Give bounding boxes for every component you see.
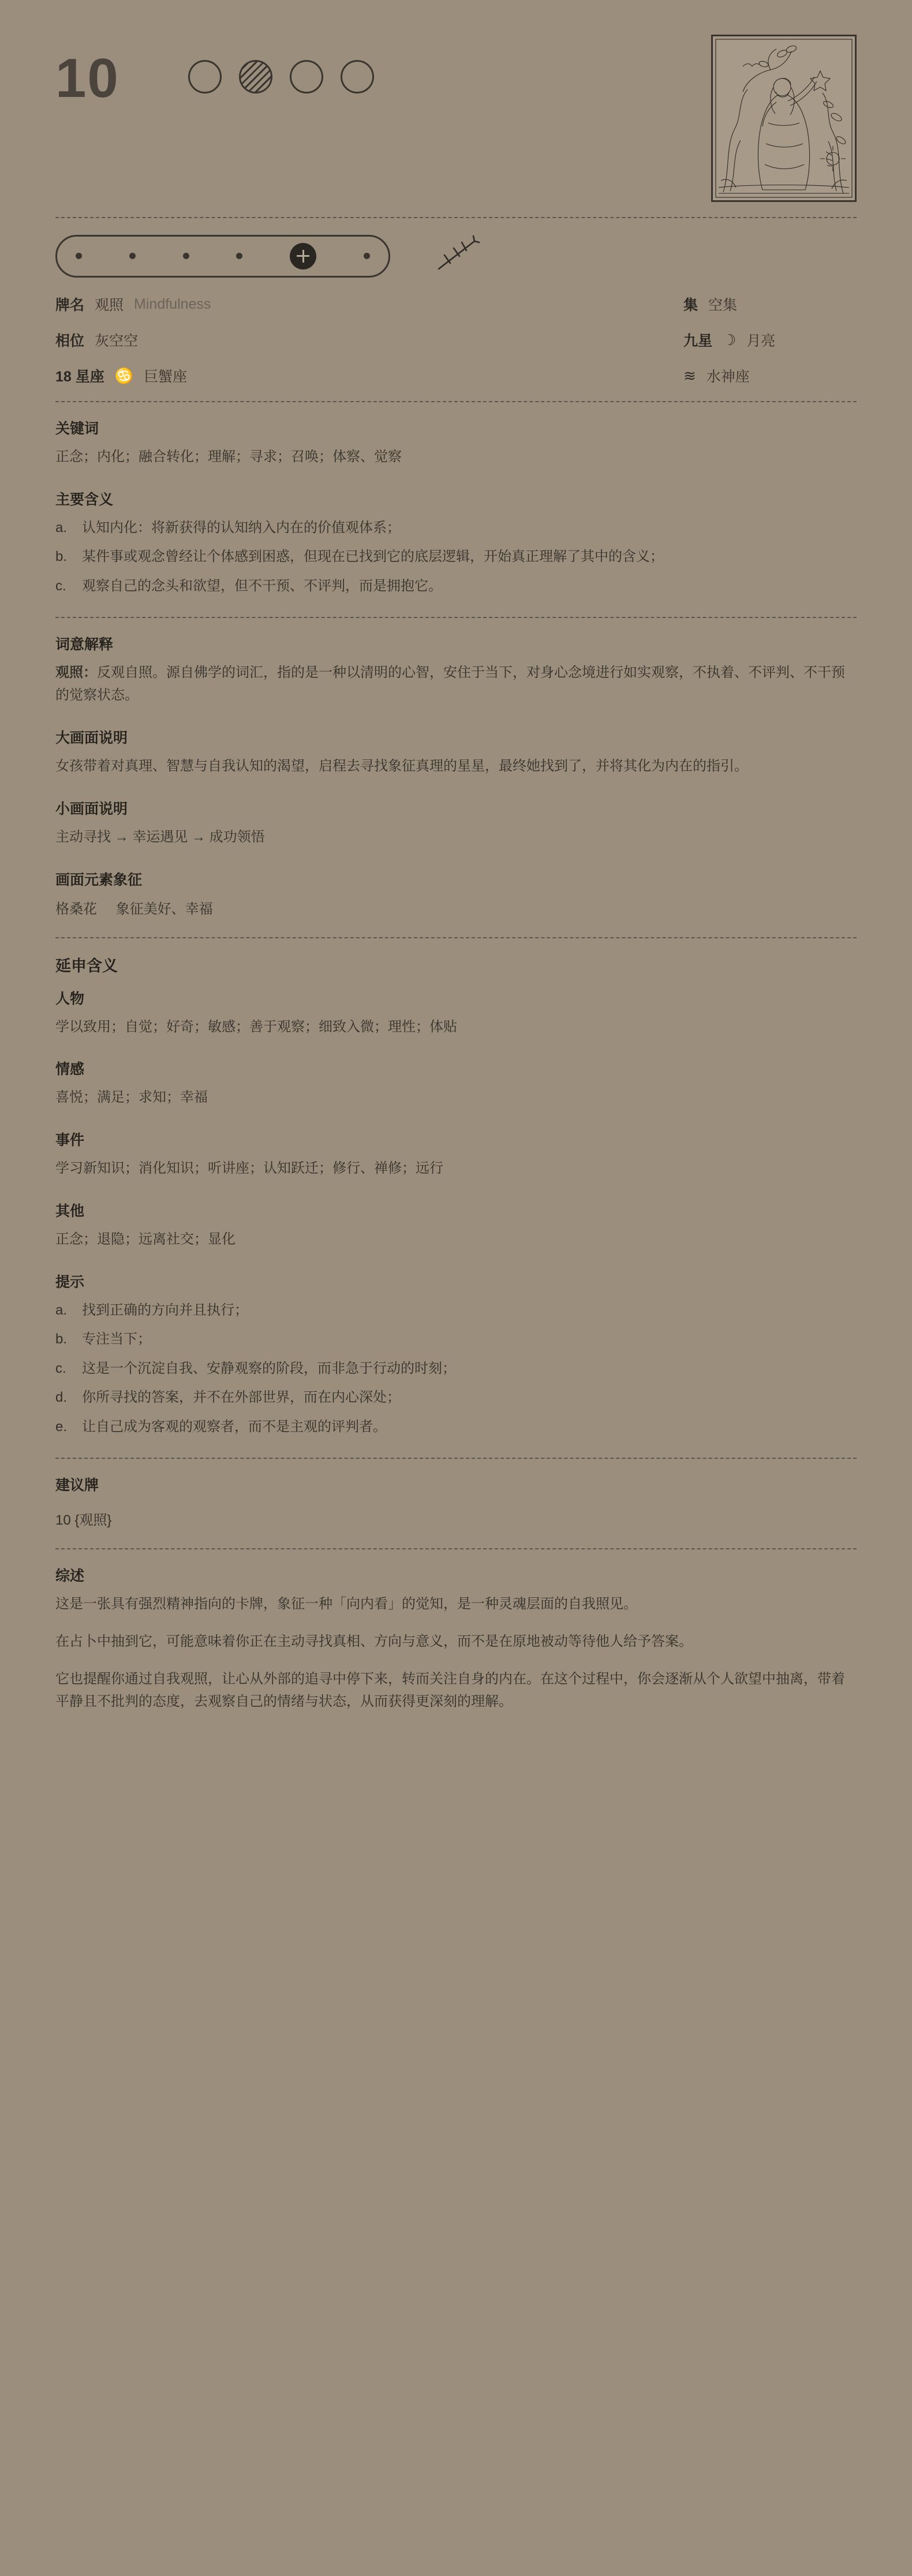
extended-group-text: 喜悦；满足；求知；幸福 [55,1089,208,1106]
summary-paragraph-1: 这是一张具有强烈精神指向的卡牌，象征一种「向内看」的觉知，是一种灵魂层面的自我照见。 [55,1596,637,1612]
section-symbols [55,868,857,918]
main-meaning-list [55,517,857,597]
word-explanation-title: 词意解释 [55,636,114,653]
attribute-table [55,294,857,386]
pip-2 [129,253,136,259]
list-marker: a. [55,1302,68,1319]
big-picture-title: 大画面说明 [55,729,128,746]
list-item [55,1387,857,1409]
list-item [55,546,857,568]
word-explanation-body [55,662,857,707]
tips-title: 提示 [55,1274,85,1291]
word-explanation-term: 观照： [55,665,97,681]
list-marker: b. [55,549,68,565]
extended-group-title: 其他 [55,1203,85,1220]
attribute-row-zodiac [55,365,857,386]
pip-active-plus-icon[interactable] [290,243,316,269]
list-text: 找到正确的方向并且执行； [82,1302,248,1319]
attr-value-ninestar: 月亮 [746,333,776,349]
progress-pill[interactable] [55,235,390,278]
divider-suggestion [55,1548,857,1549]
attr-label-phase: 相位 [55,333,85,349]
divider-attributes [55,401,857,402]
list-text: 认知内化：将新获得的认知纳入内在的价值观体系； [82,519,401,536]
list-text: 让自己成为客观的观察者，而不是主观的评判者。 [82,1418,387,1435]
extended-group-title: 事件 [55,1132,85,1149]
list-marker: e. [55,1418,68,1435]
big-picture-text: 女孩带着对真理、智慧与自我认知的渴望，启程去寻找象征真理的星星，最终她找到了，并将其化为内在的指引。 [55,758,748,774]
pip-3 [183,253,189,259]
divider-symbols [55,937,857,938]
extended-group-text: 正念；退隐；远离社交；显化 [55,1231,236,1248]
divider-extended [55,1458,857,1459]
section-small-picture [55,797,857,849]
attr-value-name: 观照 [95,297,124,313]
list-item [55,1328,857,1350]
list-marker: d. [55,1390,68,1406]
list-item [55,1358,857,1380]
moon-icon: ☽ [723,331,737,349]
attr-label-set: 集 [683,297,698,313]
small-picture-text: 主动寻找 → 幸运遇见 → 成功领悟 [55,829,265,845]
attr-label-name: 牌名 [55,297,85,313]
list-marker: c. [55,1360,66,1376]
extended-group-other [55,1200,857,1251]
card-number: 10 [55,47,119,109]
attr-value-phase: 灰空空 [95,333,139,349]
attr-label-ninestar: 九星 [683,333,713,349]
extended-group-title: 人物 [55,990,85,1007]
list-item [55,1416,857,1438]
word-explanation-text: 反观自照。源自佛学的词汇，指的是一种以清明的心智，安住于当下，对身心念境进行如实观察，不执着、不评判、不干预的觉察状态。 [55,665,845,703]
cancer-icon: ♋ [114,366,134,384]
list-marker: c. [55,578,66,594]
attr-value-name-en: Mindfulness [134,295,211,312]
list-text: 专注当下； [82,1331,151,1347]
circle-2-hatched[interactable] [239,60,272,93]
pip-1 [76,253,82,259]
summary-paragraph-3: 它也提醒你通过自我观照，让心从外部的追寻中停下来，转而关注自身的内在。在这个过程中，你会逐渐从个人欲望中抽离，带着平静且不批判的态度，去观察自己的情绪与状态，从而获得更深刻的理解。 [55,1671,845,1709]
card-header [55,35,857,202]
section-main-meaning [55,488,857,597]
section-big-picture [55,727,857,778]
main-meaning-title: 主要含义 [55,491,114,508]
circle-3[interactable] [290,60,323,93]
section-tips [55,1271,857,1438]
list-item [55,517,857,539]
divider-header [55,217,857,218]
tips-list [55,1300,857,1438]
circle-1[interactable] [188,60,222,93]
attr-value-element: 水神座 [706,369,750,385]
pip-4 [236,253,242,259]
summary-paragraph-2: 在占卜中抽到它，可能意味着你正在主动寻找真相、方向与意义，而不是在原地被动等待他人给予答案。 [55,1633,693,1649]
list-marker: b. [55,1331,68,1347]
list-item [55,1300,857,1321]
circle-indicator-group [188,35,711,93]
section-keywords [55,417,857,469]
progress-pill-row [55,233,857,279]
list-text: 你所寻找的答案，并不在外部世界，而在内心深处； [82,1390,401,1406]
rune-icon [433,233,485,279]
attribute-row-phase [55,330,857,350]
symbols-title: 画面元素象征 [55,871,143,888]
section-extended [55,953,857,1438]
extended-group-event [55,1129,857,1180]
tarot-illustration-art [713,36,855,200]
divider-meaning [55,617,857,618]
summary-title: 综述 [55,1568,85,1584]
extended-group-title: 情感 [55,1061,85,1078]
circle-4[interactable] [341,60,374,93]
suggestion-title: 建议牌 [55,1477,99,1493]
keywords-text: 正念；内化；融合转化；理解；寻求；召唤；体察、觉察 [55,449,402,465]
list-item [55,575,857,597]
extended-title: 延申含义 [55,957,118,975]
list-text: 这是一个沉淀自我、安静观察的阶段，而非急于行动的时刻； [82,1360,456,1376]
list-marker: a. [55,519,68,536]
section-summary [55,1564,857,1713]
attr-value-zodiac: 巨蟹座 [144,369,188,385]
keywords-title: 关键词 [55,421,99,437]
pip-6 [364,253,370,259]
small-picture-title: 小画面说明 [55,800,128,817]
attr-label-zodiac: 18 星座 [55,369,104,385]
water-icon: ≋ [683,366,696,384]
extended-group-person [55,987,857,1039]
symbols-row [55,897,857,918]
extended-group-text: 学习新知识；消化知识；听讲座；认知跃迁；修行、禅修；远行 [55,1160,443,1177]
section-suggestion [55,1474,857,1529]
symbol-value: 象征美好、幸福 [115,901,213,917]
extended-group-emotion [55,1058,857,1109]
list-text: 某件事或观念曾经让个体感到困惑，但现在已找到它的底层逻辑，开始真正理解了其中的含义； [82,549,664,565]
attribute-row-name [55,294,857,314]
suggestion-text: 10 {观照} [55,1512,112,1528]
list-text: 观察自己的念头和欲望，但不干预、不评判，而是拥抱它。 [82,578,442,594]
symbol-key: 格桑花 [55,901,97,917]
tarot-illustration[interactable] [711,35,857,202]
section-word-explanation [55,633,857,707]
extended-group-text: 学以致用；自觉；好奇；敏感；善于观察；细致入微；理性；体贴 [55,1019,457,1035]
attr-value-set: 空集 [708,297,738,313]
